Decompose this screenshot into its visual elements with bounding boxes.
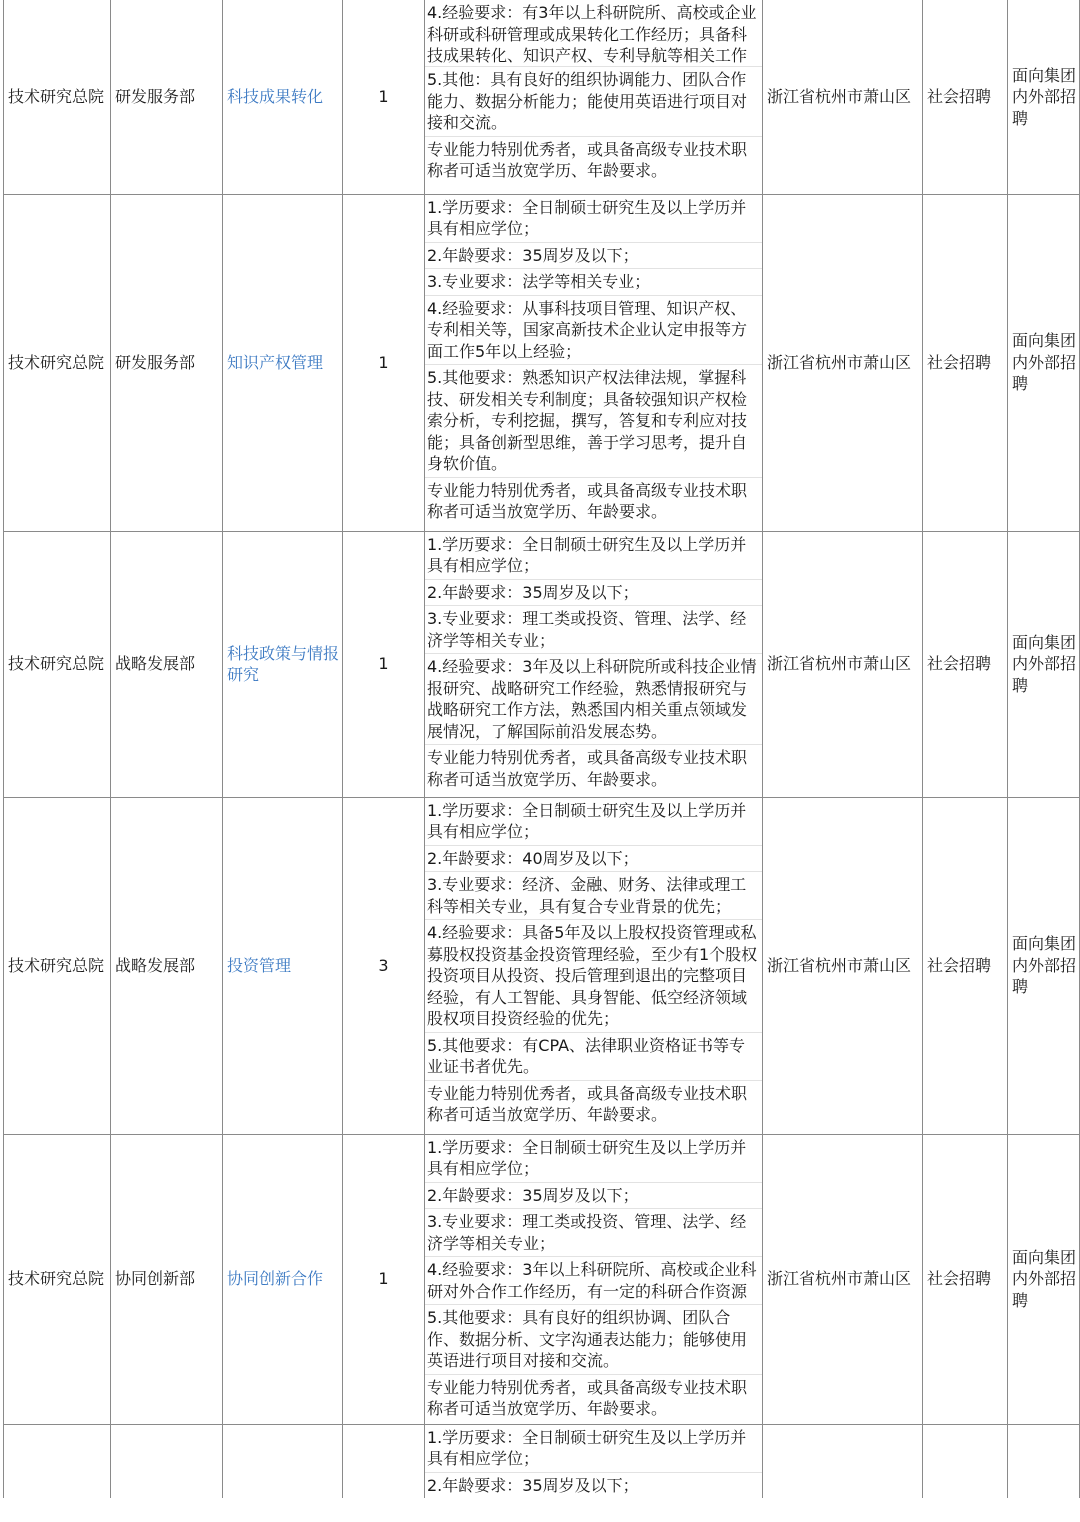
requirement-item: 1.学历要求：全日制硕士研究生及以上学历并具有相应学位； — [425, 798, 762, 846]
scope-cell: 面向集团内外部招聘 — [1008, 797, 1080, 1134]
requirement-item: 4.经验要求：从事科技项目管理、知识产权、专利相关等，国家高新技术企业认定申报等方面工作5年以上经验； — [425, 296, 762, 366]
location-cell: 浙江省杭州市萧山区 — [763, 1134, 923, 1424]
scope-cell: 面向集团内外部招聘 — [1008, 0, 1080, 194]
requirement-item: 5.其他要求：具有良好的组织协调、团队合作、数据分析、文字沟通表达能力；能够使用英语进行项目对接和交流。 — [425, 1305, 762, 1375]
requirement-item: 3.专业要求：理工类或投资、管理、法学、经济学等相关专业； — [425, 606, 762, 654]
department-cell: 研发服务部 — [111, 0, 223, 194]
position-link[interactable]: 知识产权管理 — [223, 194, 343, 531]
recruit-type-cell: 社会招聘 — [923, 531, 1008, 797]
requirement-item: 2.年龄要求：35周岁及以下； — [425, 243, 762, 270]
institute-cell — [4, 1424, 111, 1498]
position-link[interactable] — [223, 1424, 343, 1498]
scope-cell: 面向集团内外部招聘 — [1008, 1134, 1080, 1424]
location-cell: 浙江省杭州市萧山区 — [763, 797, 923, 1134]
recruit-type-cell — [923, 1424, 1008, 1498]
headcount-cell — [343, 1424, 425, 1498]
requirement-item: 5.其他要求：熟悉知识产权法律法规，掌握科技、研发相关专利制度；具备较强知识产权检索分析，专利挖掘，撰写，答复和专利应对技能；具备创新型思维，善于学习思考，提升自身软价值。 — [425, 365, 762, 478]
requirement-item: 2.年龄要求：35周岁及以下； — [425, 1183, 762, 1210]
location-cell — [763, 1424, 923, 1498]
recruit-type-cell: 社会招聘 — [923, 0, 1008, 194]
scope-cell: 面向集团内外部招聘 — [1008, 194, 1080, 531]
recruitment-table — [3, 0, 1080, 1498]
location-cell: 浙江省杭州市萧山区 — [763, 194, 923, 531]
department-cell: 协同创新部 — [111, 1134, 223, 1424]
requirements-cell — [425, 1424, 763, 1498]
requirement-item: 3.专业要求：法学等相关专业； — [425, 269, 762, 296]
position-link[interactable]: 科技政策与情报研究 — [223, 531, 343, 797]
requirement-item: 1.学历要求：全日制硕士研究生及以上学历并具有相应学位； — [425, 532, 762, 580]
requirements-cell — [425, 194, 763, 531]
department-cell: 研发服务部 — [111, 194, 223, 531]
requirement-item: 2.年龄要求：35周岁及以下； — [425, 580, 762, 607]
institute-cell: 技术研究总院 — [4, 1134, 111, 1424]
requirement-item: 4.经验要求：3年及以上科研院所或科技企业情报研究、战略研究工作经验，熟悉情报研究与战略研究工作方法，熟悉国内相关重点领域发展情况，了解国际前沿发展态势。 — [425, 654, 762, 745]
department-cell: 战略发展部 — [111, 797, 223, 1134]
headcount-cell: 1 — [343, 531, 425, 797]
headcount-cell: 3 — [343, 797, 425, 1134]
table-row — [4, 194, 1080, 531]
requirement-item: 专业能力特别优秀者，或具备高级专业技术职称者可适当放宽学历、年龄要求。 — [427, 1083, 748, 1124]
requirement-item: 2.年龄要求：40周岁及以下； — [425, 846, 762, 873]
table-row — [4, 1424, 1080, 1498]
requirement-item: 3.专业要求：理工类或投资、管理、法学、经济学等相关专业； — [425, 1209, 762, 1257]
requirement-item: 1.学历要求：全日制硕士研究生及以上学历并具有相应学位； — [425, 195, 762, 243]
position-link[interactable]: 科技成果转化 — [223, 0, 343, 194]
position-link[interactable]: 协同创新合作 — [223, 1134, 343, 1424]
headcount-cell: 1 — [343, 194, 425, 531]
headcount-cell: 1 — [343, 0, 425, 194]
institute-cell: 技术研究总院 — [4, 797, 111, 1134]
institute-cell: 技术研究总院 — [4, 0, 111, 194]
institute-cell: 技术研究总院 — [4, 531, 111, 797]
location-cell: 浙江省杭州市萧山区 — [763, 0, 923, 194]
table-row — [4, 797, 1080, 1134]
requirement-item: 4.经验要求：3年以上科研院所、高校或企业科研对外合作工作经历，有一定的科研合作资源 — [425, 1257, 762, 1305]
requirements-cell — [425, 531, 763, 797]
department-cell: 战略发展部 — [111, 531, 223, 797]
requirements-cell — [425, 0, 763, 194]
requirement-item: 5.其他要求：有CPA、法律职业资格证书等专业证书者优先。 — [425, 1033, 762, 1081]
requirement-item: 1.学历要求：全日制硕士研究生及以上学历并具有相应学位； — [425, 1425, 762, 1473]
scope-cell — [1008, 1424, 1080, 1498]
department-cell — [111, 1424, 223, 1498]
requirement-item: 4.经验要求：具备5年及以上股权投资管理或私募股权投资基金投资管理经验，至少有1个股权投资项目从投资、投后管理到退出的完整项目经验，有人工智能、具身智能、低空经济领域股权项目投资经验的优先； — [425, 920, 762, 1033]
table-row — [4, 0, 1080, 194]
location-cell: 浙江省杭州市萧山区 — [763, 531, 923, 797]
requirement-item: 专业能力特别优秀者，或具备高级专业技术职称者可适当放宽学历、年龄要求。 — [427, 1377, 748, 1418]
requirement-item: 2.年龄要求：35周岁及以下； — [427, 1475, 639, 1495]
requirement-item: 专业能力特别优秀者，或具备高级专业技术职称者可适当放宽学历、年龄要求。 — [427, 748, 748, 789]
headcount-cell: 1 — [343, 1134, 425, 1424]
institute-cell: 技术研究总院 — [4, 194, 111, 531]
requirement-item: 4.经验要求：有3年以上科研院所、高校或企业科研或科研管理或成果转化工作经历；具备科技成果转化、知识产权、专利导航等相关工作 — [425, 0, 762, 67]
recruit-type-cell: 社会招聘 — [923, 797, 1008, 1134]
table-row — [4, 1134, 1080, 1424]
position-link[interactable]: 投资管理 — [223, 797, 343, 1134]
table-row — [4, 531, 1080, 797]
requirement-item: 5.其他：具有良好的组织协调能力、团队合作能力、数据分析能力；能使用英语进行项目对接和交流。 — [425, 67, 762, 137]
requirement-item: 1.学历要求：全日制硕士研究生及以上学历并具有相应学位； — [425, 1135, 762, 1183]
requirement-item: 专业能力特别优秀者，或具备高级专业技术职称者可适当放宽学历、年龄要求。 — [427, 139, 748, 180]
scope-cell: 面向集团内外部招聘 — [1008, 531, 1080, 797]
recruit-type-cell: 社会招聘 — [923, 194, 1008, 531]
requirements-cell — [425, 1134, 763, 1424]
recruit-type-cell: 社会招聘 — [923, 1134, 1008, 1424]
requirements-cell — [425, 797, 763, 1134]
requirement-item: 3.专业要求：经济、金融、财务、法律或理工科等相关专业，具有复合专业背景的优先； — [425, 872, 762, 920]
requirement-item: 专业能力特别优秀者，或具备高级专业技术职称者可适当放宽学历、年龄要求。 — [427, 480, 748, 521]
